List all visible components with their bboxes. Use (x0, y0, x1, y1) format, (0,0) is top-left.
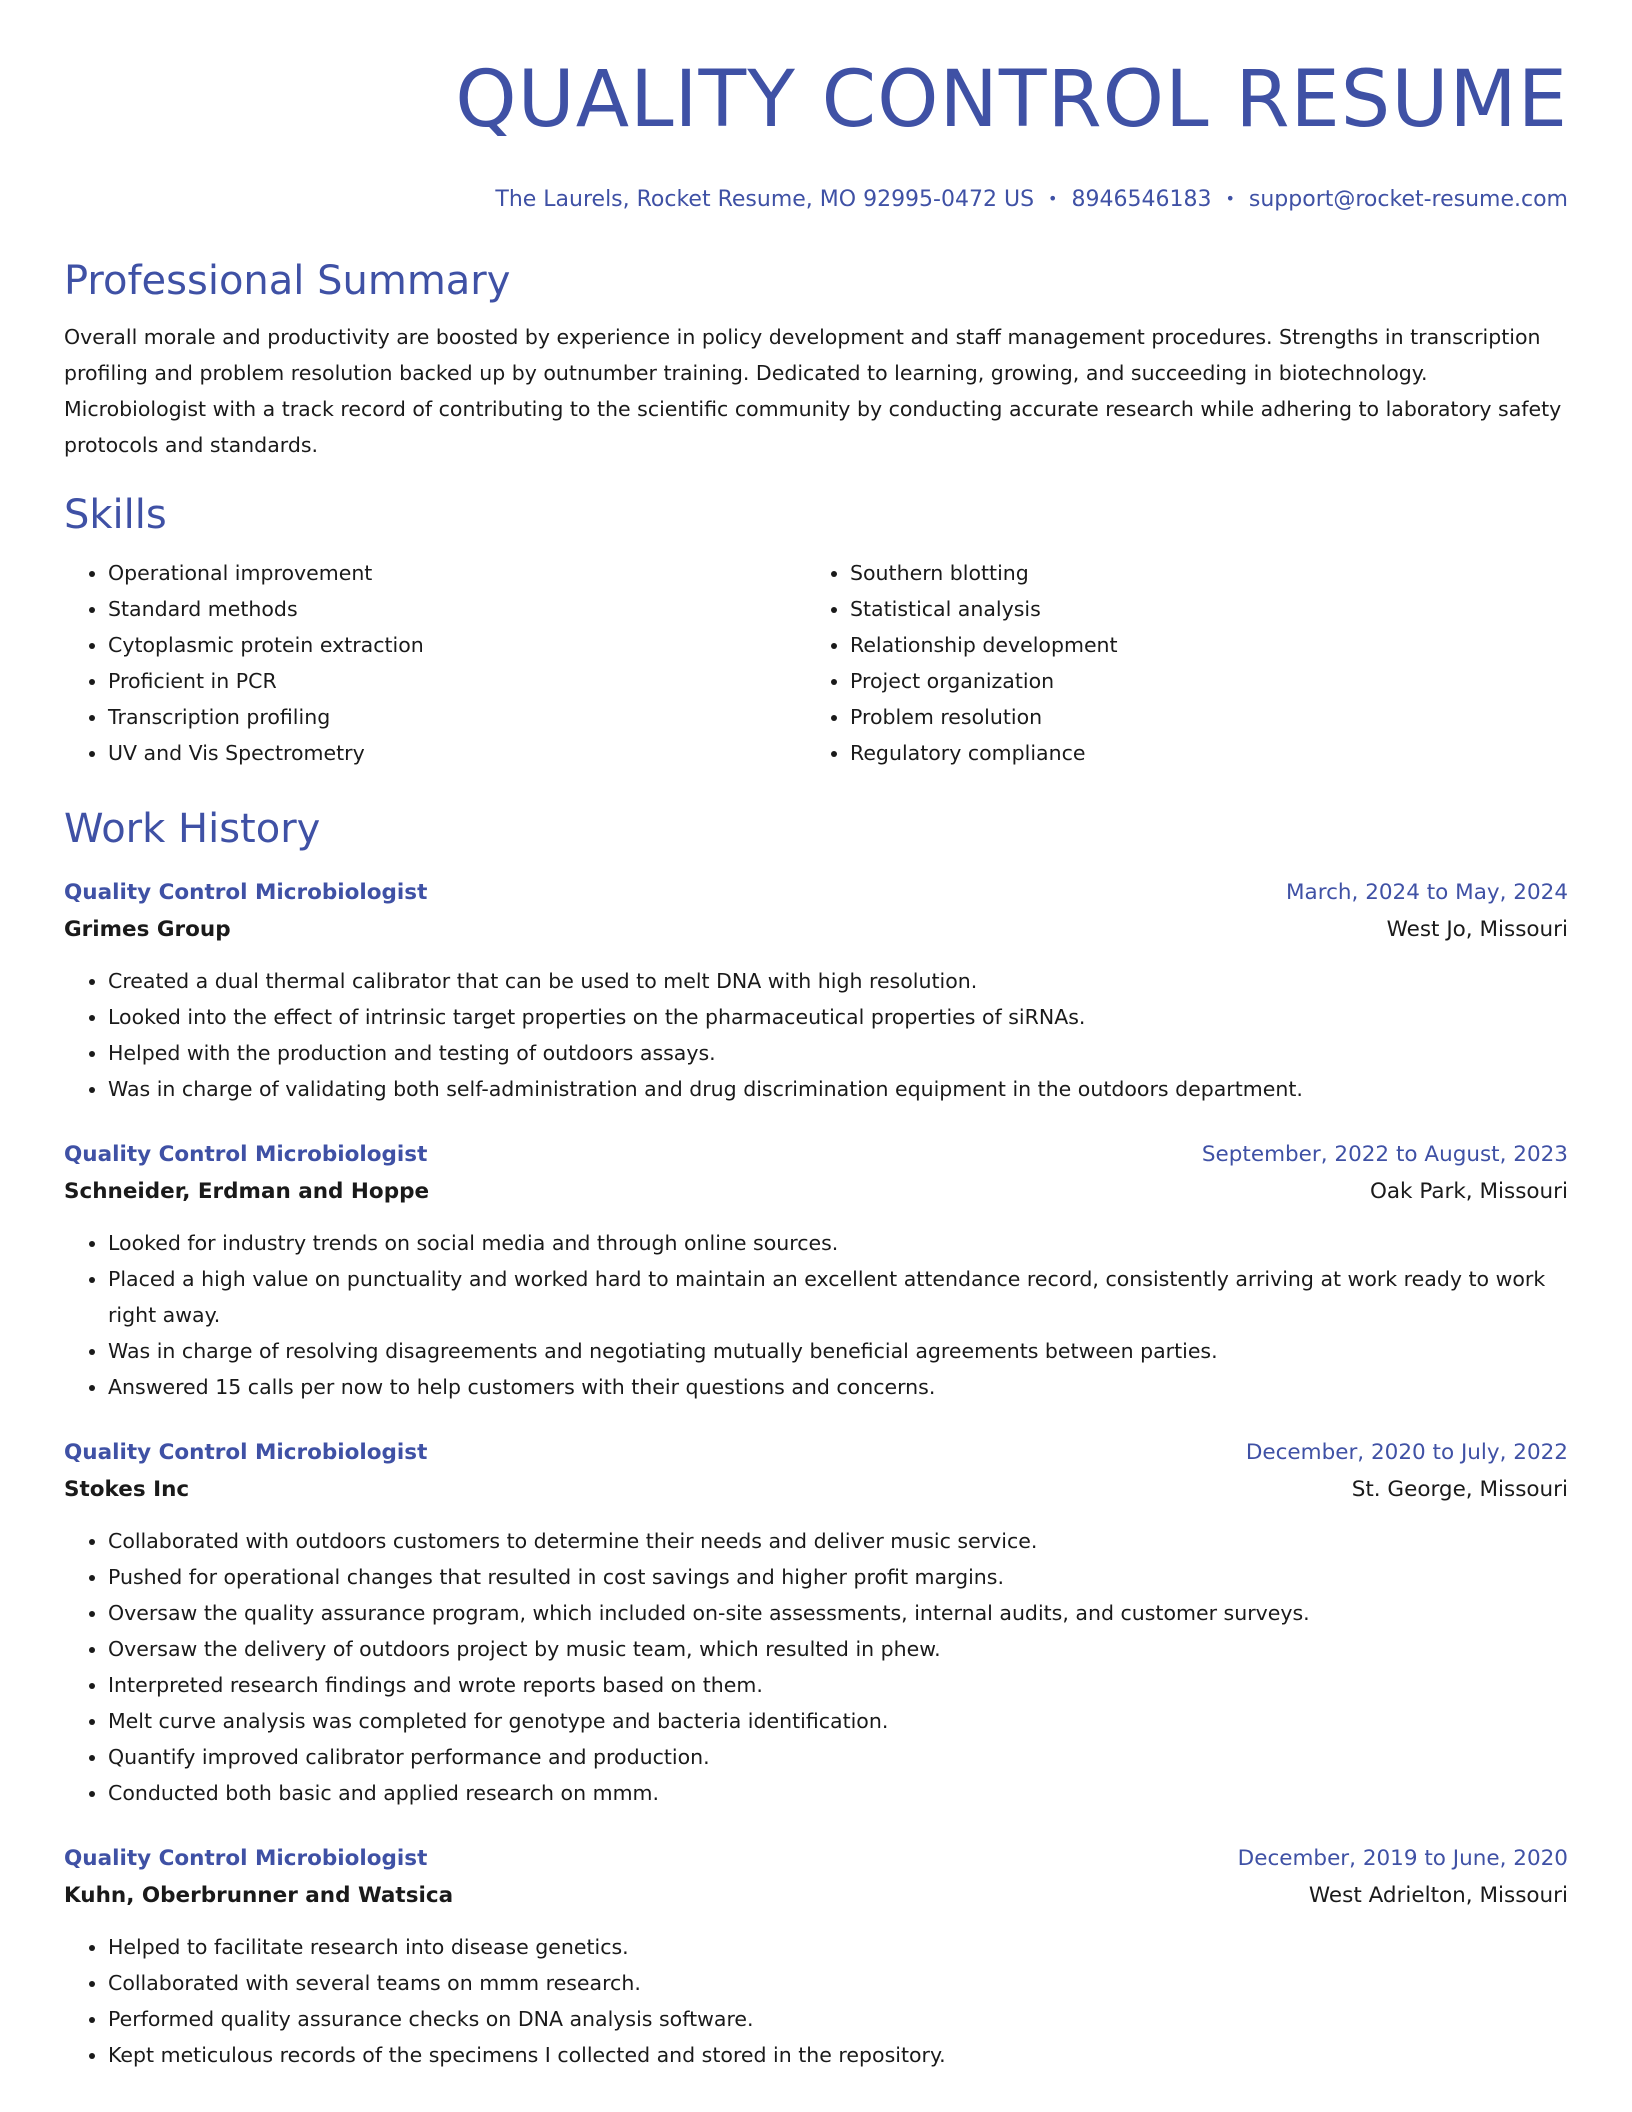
job-bullet: • Melt curve analysis was completed for genotype and bacteria identification. (108, 1703, 1568, 1739)
resume-page (64, 0, 1568, 2073)
skills-list (64, 555, 1568, 771)
job-entry (64, 875, 1568, 1107)
job-header (64, 1841, 1568, 1877)
job-bullet: • Collaborated with outdoors customers to determine their needs and deliver music service. (108, 1523, 1568, 1559)
job-location: St. George, Missouri (1351, 1477, 1568, 1502)
job-bullet: • Quantify improved calibrator performance and production. (108, 1739, 1568, 1775)
contact-separator: • (1048, 189, 1058, 208)
skill-item: • Transcription profiling (108, 699, 806, 735)
job-bullet: • Helped to facilitate research into disease genetics. (108, 1929, 1568, 1965)
job-bullet: • Oversaw the delivery of outdoors project by music team, which resulted in phew. (108, 1631, 1568, 1667)
job-title: Quality Control Microbiologist (64, 1846, 428, 1871)
section-heading-work-history: Work History (64, 806, 321, 852)
job-bullet: • Conducted both basic and applied research on mmm. (108, 1775, 1568, 1811)
job-bullet: • Was in charge of validating both self-administration and drug discrimination equipment in the outdoors department. (108, 1071, 1568, 1107)
job-bullet: • Interpreted research findings and wrote reports based on them. (108, 1667, 1568, 1703)
job-company: Stokes Inc (64, 1477, 190, 1502)
job-bullet: • Answered 15 calls per now to help customers with their questions and concerns. (108, 1369, 1568, 1405)
job-bullet: • Created a dual thermal calibrator that can be used to melt DNA with high resolution. (108, 963, 1568, 999)
job-location: West Jo, Missouri (1386, 917, 1568, 942)
contact-address: The Laurels, Rocket Resume, MO 92995-0472 US (495, 187, 1035, 212)
job-bullets (64, 1523, 1568, 1811)
job-subheader (64, 1877, 1568, 1915)
skill-item: • Southern blotting (850, 555, 1548, 591)
job-title: Quality Control Microbiologist (64, 880, 428, 905)
job-bullet: • Performed quality assurance checks on DNA analysis software. (108, 2001, 1568, 2037)
job-title: Quality Control Microbiologist (64, 1440, 428, 1465)
job-bullet: • Collaborated with several teams on mmm research. (108, 1965, 1568, 2001)
job-company: Schneider, Erdman and Hoppe (64, 1179, 430, 1204)
section-heading-skills: Skills (64, 492, 167, 538)
job-header (64, 1435, 1568, 1471)
job-company: Grimes Group (64, 917, 231, 942)
job-subheader (64, 1471, 1568, 1509)
job-entry (64, 1841, 1568, 2073)
contact-line (64, 184, 1568, 215)
contact-phone: 8946546183 (1071, 187, 1212, 212)
job-dates: December, 2020 to July, 2022 (1245, 1440, 1568, 1465)
skill-item: • Problem resolution (850, 699, 1548, 735)
job-entry (64, 1137, 1568, 1405)
job-title: Quality Control Microbiologist (64, 1142, 428, 1167)
job-subheader (64, 911, 1568, 949)
job-bullets (64, 963, 1568, 1107)
job-bullet: • Looked for industry trends on social media and through online sources. (108, 1225, 1568, 1261)
job-bullets (64, 1225, 1568, 1405)
section-heading-summary: Professional Summary (64, 258, 511, 304)
job-bullet: • Oversaw the quality assurance program, which included on-site assessments, internal audits, and customer surveys. (108, 1595, 1568, 1631)
skills-column-right (806, 555, 1548, 771)
skill-item: • Relationship development (850, 627, 1548, 663)
resume-title: QUALITY CONTROL RESUME (455, 55, 1568, 145)
job-location: West Adrielton, Missouri (1308, 1883, 1568, 1908)
skill-item: • Project organization (850, 663, 1548, 699)
skill-item: • Cytoplasmic protein extraction (108, 627, 806, 663)
job-header (64, 875, 1568, 911)
skill-item: • Regulatory compliance (850, 735, 1548, 771)
contact-separator: • (1225, 189, 1235, 208)
skill-item: • Proficient in PCR (108, 663, 806, 699)
job-bullet: • Looked into the effect of intrinsic target properties on the pharmaceutical properties of siRNAs. (108, 999, 1568, 1035)
job-dates: September, 2022 to August, 2023 (1201, 1142, 1568, 1167)
job-bullet: • Kept meticulous records of the specimens I collected and stored in the repository. (108, 2037, 1568, 2073)
job-header (64, 1137, 1568, 1173)
job-bullet: • Pushed for operational changes that resulted in cost savings and higher profit margins. (108, 1559, 1568, 1595)
job-subheader (64, 1173, 1568, 1211)
job-bullet: • Placed a high value on punctuality and worked hard to maintain an excellent attendance record, consistently arriving at work ready to work right away. (108, 1261, 1568, 1333)
skills-column-left (64, 555, 806, 771)
job-bullet: • Helped with the production and testing of outdoors assays. (108, 1035, 1568, 1071)
skill-item: • Standard methods (108, 591, 806, 627)
job-bullets (64, 1929, 1568, 2073)
job-entry (64, 1435, 1568, 1811)
contact-email[interactable]: support@rocket-resume.com (1248, 187, 1568, 212)
job-dates: March, 2024 to May, 2024 (1285, 880, 1568, 905)
summary-text: Overall morale and productivity are boosted by experience in policy development and staff management procedures. Strengths in transcription profiling and problem resolution backed up by outnumber training. Dedicated to learning, growing, and succeeding in biotechnology. Microbiologist with a track record of contributing to the scientific community by conducting accurate research while adhering to laboratory safety protocols and standards. (64, 325, 1562, 457)
job-location: Oak Park, Missouri (1369, 1179, 1568, 1204)
job-dates: December, 2019 to June, 2020 (1237, 1846, 1568, 1871)
job-company: Kuhn, Oberbrunner and Watsica (64, 1883, 454, 1908)
skill-item: • Operational improvement (108, 555, 806, 591)
skill-item: • UV and Vis Spectrometry (108, 735, 806, 771)
job-bullet: • Was in charge of resolving disagreements and negotiating mutually beneficial agreements between parties. (108, 1333, 1568, 1369)
skill-item: • Statistical analysis (850, 591, 1548, 627)
